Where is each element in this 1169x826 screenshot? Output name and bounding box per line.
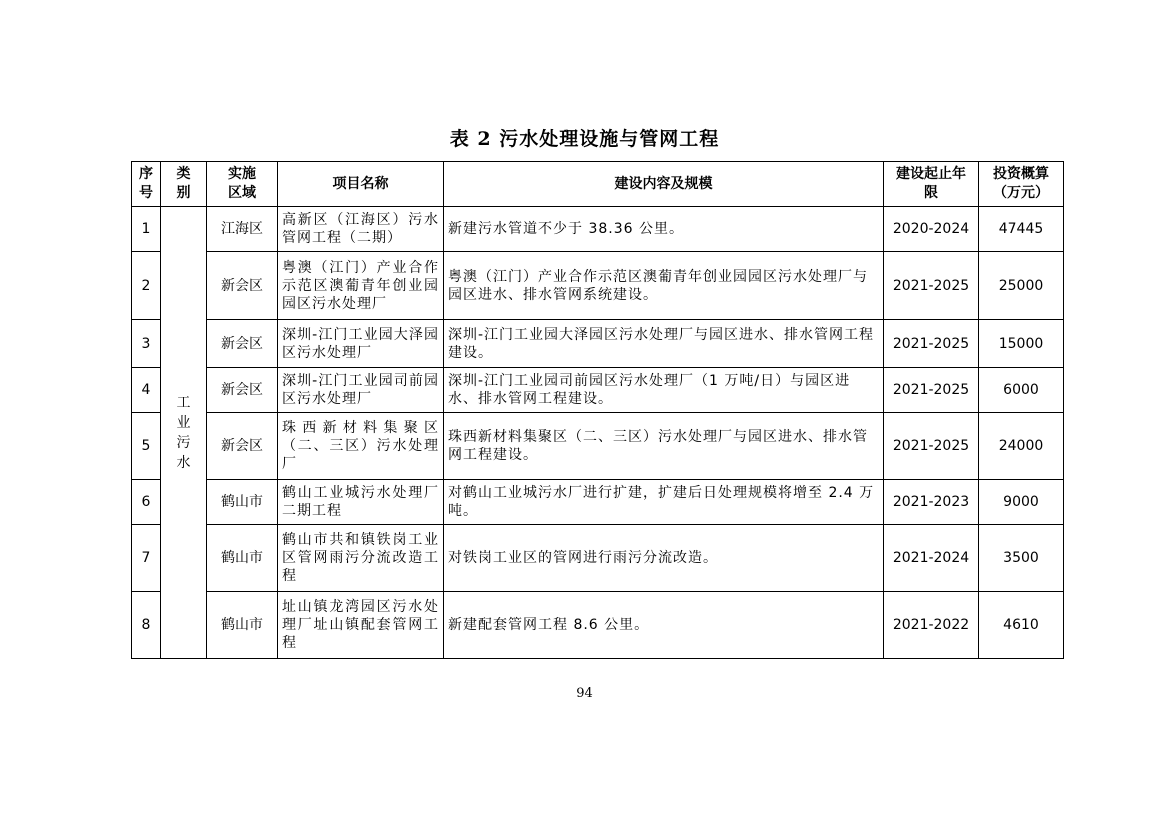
period-cell: 2021-2025 — [884, 413, 979, 480]
name-cell: 珠西新材料集聚区（二、三区）污水处理厂 — [278, 413, 444, 480]
investment-cell: 25000 — [979, 252, 1064, 320]
seq-cell: 1 — [132, 207, 161, 252]
page-number: 94 — [576, 686, 593, 701]
seq-cell: 6 — [132, 480, 161, 525]
content-cell: 新建配套管网工程 8.6 公里。 — [444, 592, 884, 659]
header-row — [132, 162, 1064, 207]
investment-cell: 24000 — [979, 413, 1064, 480]
area-cell: 新会区 — [207, 320, 278, 368]
content-cell: 深圳-江门工业园司前园区污水处理厂（1 万吨/日）与园区进水、排水管网工程建设。 — [444, 368, 884, 413]
header-name: 项目名称 — [278, 162, 444, 207]
content-cell: 对铁岗工业区的管网进行雨污分流改造。 — [444, 525, 884, 592]
header-category: 类别 — [161, 162, 207, 207]
area-cell: 新会区 — [207, 368, 278, 413]
investment-cell: 6000 — [979, 368, 1064, 413]
content-cell: 粤澳（江门）产业合作示范区澳葡青年创业园园区污水处理厂与园区进水、排水管网系统建设。 — [444, 252, 884, 320]
name-cell: 鹤山市共和镇铁岗工业区管网雨污分流改造工程 — [278, 525, 444, 592]
investment-cell: 15000 — [979, 320, 1064, 368]
investment-cell: 4610 — [979, 592, 1064, 659]
period-cell: 2021-2025 — [884, 320, 979, 368]
period-cell: 2021-2022 — [884, 592, 979, 659]
period-cell: 2021-2025 — [884, 368, 979, 413]
investment-cell: 47445 — [979, 207, 1064, 252]
table-row — [132, 480, 1064, 525]
content-cell: 深圳-江门工业园大泽园区污水处理厂与园区进水、排水管网工程建设。 — [444, 320, 884, 368]
investment-cell: 3500 — [979, 525, 1064, 592]
table-row — [132, 368, 1064, 413]
area-cell: 新会区 — [207, 413, 278, 480]
table-row — [132, 413, 1064, 480]
table-row — [132, 525, 1064, 592]
table-row — [132, 207, 1064, 252]
name-cell: 深圳-江门工业园司前园区污水处理厂 — [278, 368, 444, 413]
period-cell: 2021-2024 — [884, 525, 979, 592]
content-cell: 对鹤山工业城污水厂进行扩建，扩建后日处理规模将增至 2.4 万吨。 — [444, 480, 884, 525]
seq-cell: 7 — [132, 525, 161, 592]
table-row — [132, 592, 1064, 659]
seq-cell: 4 — [132, 368, 161, 413]
seq-cell: 2 — [132, 252, 161, 320]
header-content: 建设内容及规模 — [444, 162, 884, 207]
name-cell: 深圳-江门工业园大泽园区污水处理厂 — [278, 320, 444, 368]
category-cell: 工业污水 — [161, 207, 207, 659]
period-cell: 2021-2025 — [884, 252, 979, 320]
content-cell: 新建污水管道不少于 38.36 公里。 — [444, 207, 884, 252]
area-cell: 江海区 — [207, 207, 278, 252]
name-cell: 址山镇龙湾园区污水处理厂址山镇配套管网工程 — [278, 592, 444, 659]
table-row — [132, 320, 1064, 368]
investment-cell: 9000 — [979, 480, 1064, 525]
period-cell: 2020-2024 — [884, 207, 979, 252]
table-title: 表 2 污水处理设施与管网工程 — [449, 128, 720, 150]
name-cell: 鹤山工业城污水处理厂二期工程 — [278, 480, 444, 525]
header-period: 建设起止年限 — [884, 162, 979, 207]
name-cell: 粤澳（江门）产业合作示范区澳葡青年创业园园区污水处理厂 — [278, 252, 444, 320]
area-cell: 鹤山市 — [207, 480, 278, 525]
seq-cell: 5 — [132, 413, 161, 480]
table-row — [132, 252, 1064, 320]
header-seq: 序号 — [132, 162, 161, 207]
name-cell: 高新区（江海区）污水管网工程（二期） — [278, 207, 444, 252]
seq-cell: 8 — [132, 592, 161, 659]
project-table — [131, 161, 1064, 659]
header-investment: 投资概算（万元） — [979, 162, 1064, 207]
period-cell: 2021-2023 — [884, 480, 979, 525]
area-cell: 新会区 — [207, 252, 278, 320]
content-cell: 珠西新材料集聚区（二、三区）污水处理厂与园区进水、排水管网工程建设。 — [444, 413, 884, 480]
area-cell: 鹤山市 — [207, 525, 278, 592]
header-area: 实施区域 — [207, 162, 278, 207]
seq-cell: 3 — [132, 320, 161, 368]
area-cell: 鹤山市 — [207, 592, 278, 659]
